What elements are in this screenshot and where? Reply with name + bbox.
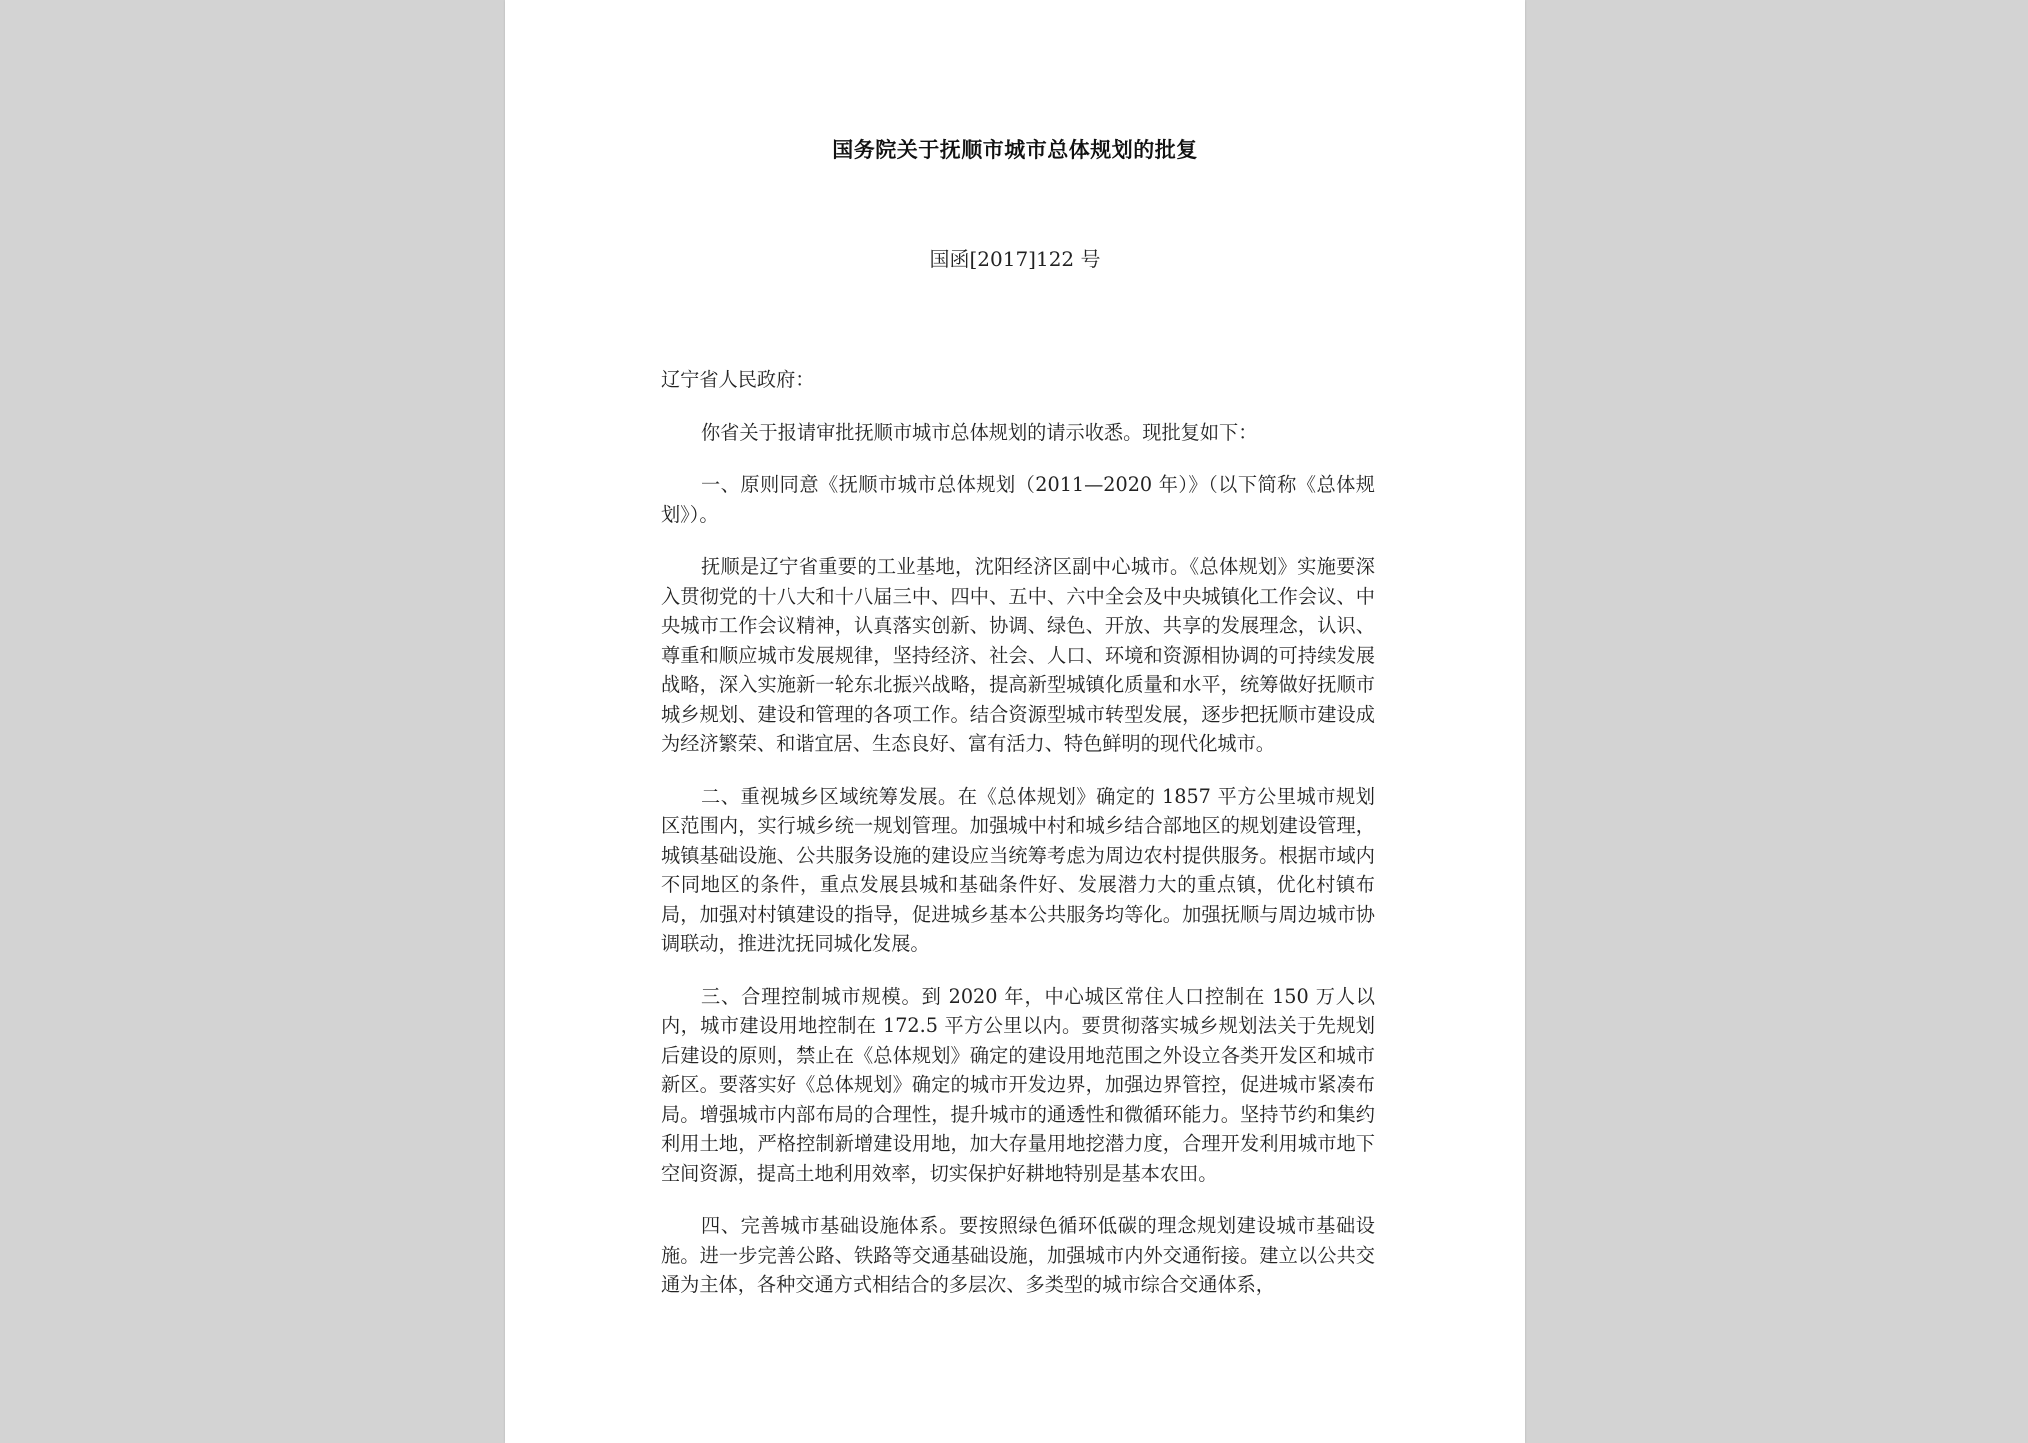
paragraph: 四、完善城市基础设施体系。要按照绿色循环低碳的理念规划建设城市基础设施。进一步完善公路、铁路等交通基础设施，加强城市内外交通衔接。建立以公共交通为主体，各种交通方式相结合的多层次、多类型的城市综合交通体系， [661, 1214, 1375, 1296]
paragraph: 你省关于报请审批抚顺市城市总体规划的请示收悉。现批复如下： [701, 420, 1258, 444]
document-page [505, 0, 1525, 1443]
document-number: 国函[2017]122 号 [929, 247, 1101, 271]
document-title: 国务院关于抚顺市城市总体规划的批复 [832, 138, 1198, 162]
paragraph: 抚顺是辽宁省重要的工业基地，沈阳经济区副中心城市。《总体规划》实施要深入贯彻党的十八大和十八届三中、四中、五中、六中全会及中央城镇化工作会议、中央城市工作会议精神，认真落实创新、协调、绿色、开放、共享的发展理念，认识、尊重和顺应城市发展规律，坚持经济、社会、人口、环境和资源相协调的可持续发展战略，深入实施新一轮东北振兴战略，提高新型城镇化质量和水平，统筹做好抚顺市城乡规划、建设和管理的各项工作。结合资源型城市转型发展，逐步把抚顺市建设成为经济繁荣、和谐宜居、生态良好、富有活力、特色鲜明的现代化城市。 [661, 555, 1375, 755]
salutation: 辽宁省人民政府： [661, 368, 815, 391]
document-body [661, 365, 1375, 1323]
paragraph: 一、原则同意《抚顺市城市总体规划（2011—2020 年）》（以下简称《总体规划》）。 [661, 473, 1375, 526]
paragraph: 三、合理控制城市规模。到 2020 年，中心城区常住人口控制在 150 万人以内，城市建设用地控制在 172.5 平方公里以内。要贯彻落实城乡规划法关于先规划后建设的原则，禁止在《总体规划》确定的建设用地范围之外设立各类开发区和城市新区。要落实好《总体规划》确定的城市开发边界，加强边界管控，促进城市紧凑布局。增强城市内部布局的合理性，提升城市的通透性和微循环能力。坚持节约和集约利用土地，严格控制新增建设用地，加大存量用地挖潜力度，合理开发利用城市地下空间资源，提高土地利用效率，切实保护好耕地特别是基本农田。 [661, 984, 1375, 1185]
paragraph: 二、重视城乡区域统筹发展。在《总体规划》确定的 1857 平方公里城市规划区范围内，实行城乡统一规划管理。加强城中村和城乡结合部地区的规划建设管理，城镇基础设施、公共服务设施的建设应当统筹考虑为周边农村提供服务。根据市域内不同地区的条件，重点发展县城和基础条件好、发展潜力大的重点镇，优化村镇布局，加强对村镇建设的指导，促进城乡基本公共服务均等化。加强抚顺与周边城市协调联动，推进沈抚同城化发展。 [661, 784, 1375, 955]
